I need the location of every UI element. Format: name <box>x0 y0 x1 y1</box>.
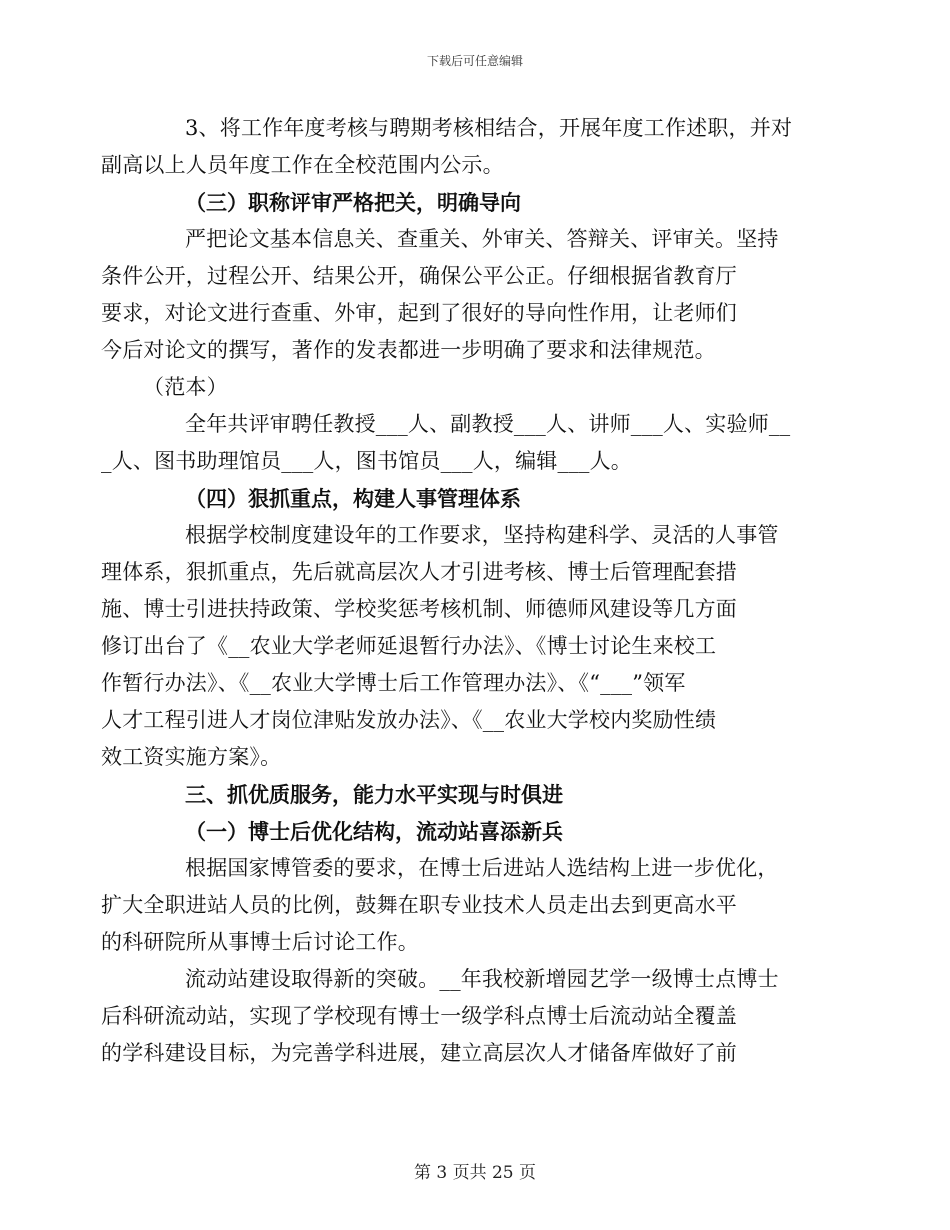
template-note: （范本） <box>143 375 228 399</box>
text-line: _人、图书助理馆员___人，图书馆员___人，编辑___人。 <box>101 449 632 473</box>
section-heading-postdoc: （一）博士后优化结构，流动站喜添新兵 <box>185 819 563 844</box>
text-line: 的科研院所从事博士后讨论工作。 <box>101 930 419 954</box>
text-line: 修订出台了《__农业大学老师延退暂行办法》、《博士讨论生来校工 <box>101 634 717 658</box>
text-line: 人才工程引进人才岗位津贴发放办法》、《__农业大学校内奖励性绩 <box>101 708 717 732</box>
page-number: 第 3 页共 25 页 <box>413 1163 537 1183</box>
text-line: 条件公开，过程公开、结果公开，确保公平公正。仔细根据省教育厅 <box>101 264 737 288</box>
text-line: 要求，对论文进行查重、外审，起到了很好的导向性作用，让老师们 <box>101 301 737 325</box>
paragraph-postdoc-structure <box>101 850 809 961</box>
text-line: 施、博士引进扶持政策、学校奖惩考核机制、师德师风建设等几方面 <box>101 597 737 621</box>
paragraph-personnel-system <box>101 517 809 776</box>
section-heading-personnel-system: （四）狠抓重点，构建人事管理体系 <box>185 486 521 511</box>
page-header: 下载后可任意编辑 <box>426 54 523 68</box>
text-line: 流动站建设取得新的突破。__年我校新增园艺学一级博士点博士 <box>185 967 779 991</box>
section-heading-quality-service: 三、抓优质服务，能力水平实现与时俱进 <box>185 782 563 807</box>
text-line: 根据国家博管委的要求，在博士后进站人选结构上进一步优化， <box>185 856 779 880</box>
document-body <box>101 110 809 1072</box>
text-line: 的学科建设目标，为完善学科进展，建立高层次人才储备库做好了前 <box>101 1041 737 1065</box>
text-line: 全年共评审聘任教授___人、副教授___人、讲师___人、实验师__ <box>185 412 791 436</box>
text-line: 后科研流动站，实现了学校现有博士一级学科点博士后流动站全覆盖 <box>101 1004 737 1028</box>
text-line: 根据学校制度建设年的工作要求，坚持构建科学、灵活的人事管 <box>185 523 779 547</box>
text-line: 3、将工作年度考核与聘期考核相结合，开展年度工作述职，并对 <box>185 116 793 140</box>
paragraph-hiring-stats <box>101 406 809 480</box>
text-line: 严把论文基本信息关、查重关、外审关、答辩关、评审关。坚持 <box>185 227 779 251</box>
paragraph-mobile-station <box>101 961 809 1072</box>
section-heading-title-review: （三）职称评审严格把关，明确导向 <box>185 190 521 215</box>
text-line: 今后对论文的撰写，著作的发表都进一步明确了要求和法律规范。 <box>101 338 716 362</box>
paragraph-assessment <box>101 110 809 184</box>
text-line: 理体系，狠抓重点，先后就高层次人才引进考核、博士后管理配套措 <box>101 560 737 584</box>
paragraph-paper-review <box>101 221 809 369</box>
text-line: 副高以上人员年度工作在全校范围内公示。 <box>101 153 504 177</box>
text-line: 作暂行办法》、《__农业大学博士后工作管理办法》、《“___”领军 <box>101 671 686 695</box>
text-line: 扩大全职进站人员的比例，鼓舞在职专业技术人员走出去到更高水平 <box>101 893 737 917</box>
text-line: 效工资实施方案》。 <box>101 745 282 769</box>
